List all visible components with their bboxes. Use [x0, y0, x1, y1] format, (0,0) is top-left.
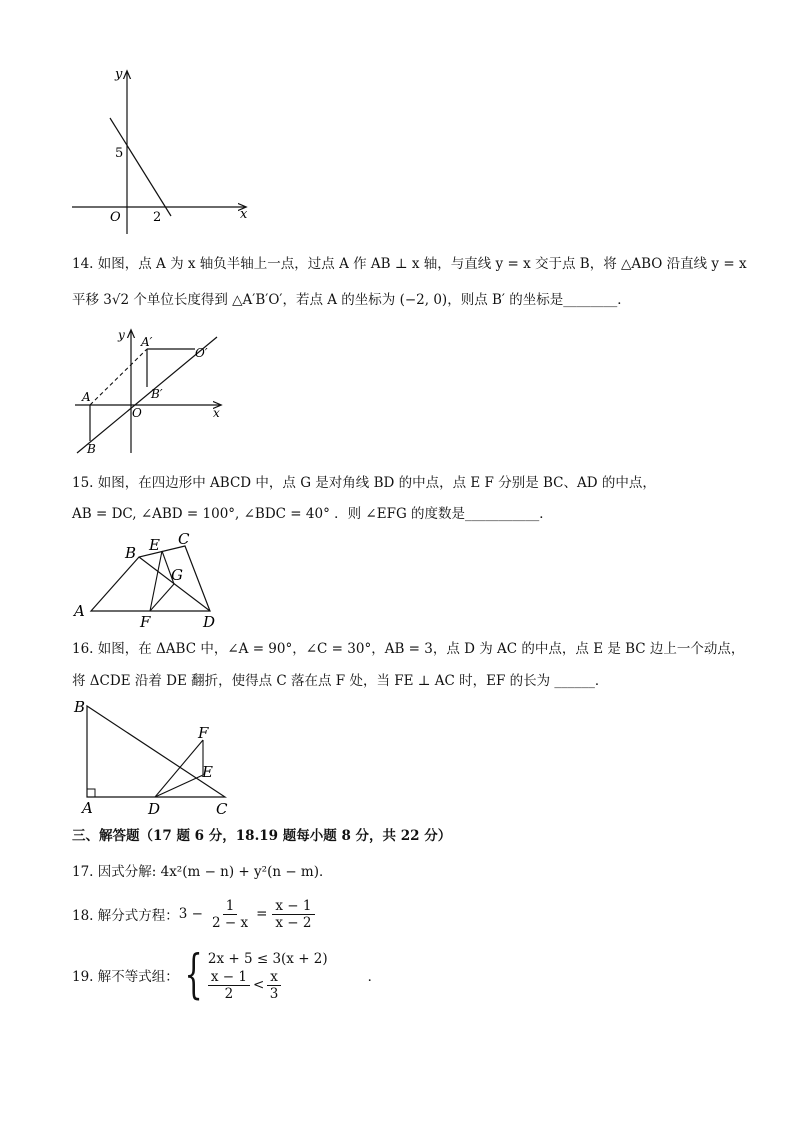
q19-num1: x − 1: [208, 969, 250, 986]
function-line: [110, 118, 171, 216]
point-c-label: C: [216, 800, 228, 818]
segment-fg: [150, 584, 174, 611]
q14-line1: 14. 如图，点 A 为 x 轴负半轴上一点，过点 A 作 AB ⊥ x 轴，与直线 y = x 交于点 B，将 △ABO 沿直线 y = x: [72, 256, 747, 272]
x-label: x: [213, 406, 220, 420]
q19-den2: 3: [269, 985, 279, 1002]
q18-num1: 1: [223, 898, 238, 915]
segment-ef: [150, 551, 162, 611]
section-3-heading: 三、解答题（17 题 6 分，18.19 题每小题 8 分，共 22 分）: [72, 828, 452, 844]
point-g-label: G: [171, 566, 183, 584]
q15-line1: 15. 如图，在四边形中 ABCD 中，点 G 是对角线 BD 的中点，点 E F 分别是 BC、AD 的中点，: [72, 475, 656, 491]
q19-end: ．: [367, 969, 382, 985]
point-b1-label: B′: [151, 387, 163, 401]
q18-num2: x − 1: [272, 898, 314, 915]
fig-16-triangle: [70, 695, 240, 820]
origin-label: O: [110, 210, 121, 225]
q19-lt: <: [252, 977, 265, 993]
dashed-aa1: [90, 349, 147, 405]
q18-fraction-2: [272, 898, 314, 931]
point-b-label: B: [87, 442, 96, 456]
q19-brace: {: [184, 945, 203, 1005]
point-a1-label: A′: [141, 335, 153, 349]
q15-line2: AB = DC, ∠ABD = 100°, ∠BDC = 40° ．则 ∠EFG 的度数是___________．: [72, 506, 553, 522]
point-d-label: D: [148, 800, 161, 818]
point-b-label: B: [125, 544, 137, 562]
point-d-label: D: [203, 613, 216, 628]
y-intercept-label: 5: [115, 146, 124, 161]
point-a-label: A: [82, 390, 91, 404]
point-a-label: A: [82, 799, 93, 817]
q19: [72, 942, 381, 1008]
q19-num2: x: [267, 969, 281, 986]
q18: [72, 894, 318, 934]
q16-line2: 将 ΔCDE 沿着 DE 翻折，使得点 C 落在点 F 处，当 FE ⊥ AC 时，EF 的长为 ______．: [72, 673, 609, 689]
q19-fraction-1: [208, 969, 250, 1002]
q18-fraction-1: [209, 898, 251, 931]
q18-eq: =: [256, 906, 268, 922]
point-o1-label: O′: [195, 346, 208, 360]
quad-abcd: [91, 546, 210, 611]
point-b-label: B: [74, 698, 86, 716]
y-label: y: [115, 67, 123, 82]
point-e-label: E: [202, 763, 213, 781]
fig-14-translation: [65, 325, 235, 460]
point-e-label: E: [149, 536, 160, 554]
origin-label: O: [132, 406, 142, 420]
point-f-label: F: [198, 724, 209, 742]
q18-three: 3 −: [178, 906, 203, 922]
segment-de: [155, 775, 203, 797]
q18-den1: 2 − x: [211, 914, 249, 931]
q19-den1: 2: [224, 985, 234, 1002]
q18-prefix: 18. 解分式方程：: [72, 908, 179, 924]
q14-line2: 平移 3√2 个单位长度得到 △A′B′O′，若点 A 的坐标为 (−2, 0)，则点 B′ 的坐标是________．: [72, 292, 631, 308]
q19-fraction-2: [267, 969, 281, 1002]
q16-line1: 16. 如图，在 ΔABC 中，∠A = 90°，∠C = 30°，AB = 3，点 D 为 AC 的中点，点 E 是 BC 边上一个动点，: [72, 641, 745, 657]
q19-ineq2: [208, 969, 328, 1002]
q17: 17. 因式分解: 4x²(m − n) + y²(n − m)．: [72, 864, 333, 880]
fig-13-graph: [60, 62, 260, 242]
x-label: x: [240, 207, 248, 222]
right-angle-mark: [87, 789, 95, 797]
q18-den2: x − 2: [275, 914, 312, 931]
point-c-label: C: [178, 530, 190, 548]
q19-system: [208, 949, 328, 1002]
y-label: y: [118, 328, 125, 342]
fig-15-quadrilateral: [70, 528, 230, 628]
x-intercept-label: 2: [153, 210, 162, 225]
segment-df: [155, 740, 203, 797]
point-f-label: F: [140, 613, 151, 628]
q19-prefix: 19. 解不等式组：: [72, 969, 179, 985]
q19-ineq1: 2x + 5 ≤ 3(x + 2): [207, 950, 328, 967]
triangle-abc: [87, 706, 225, 797]
point-a-label: A: [74, 602, 85, 620]
